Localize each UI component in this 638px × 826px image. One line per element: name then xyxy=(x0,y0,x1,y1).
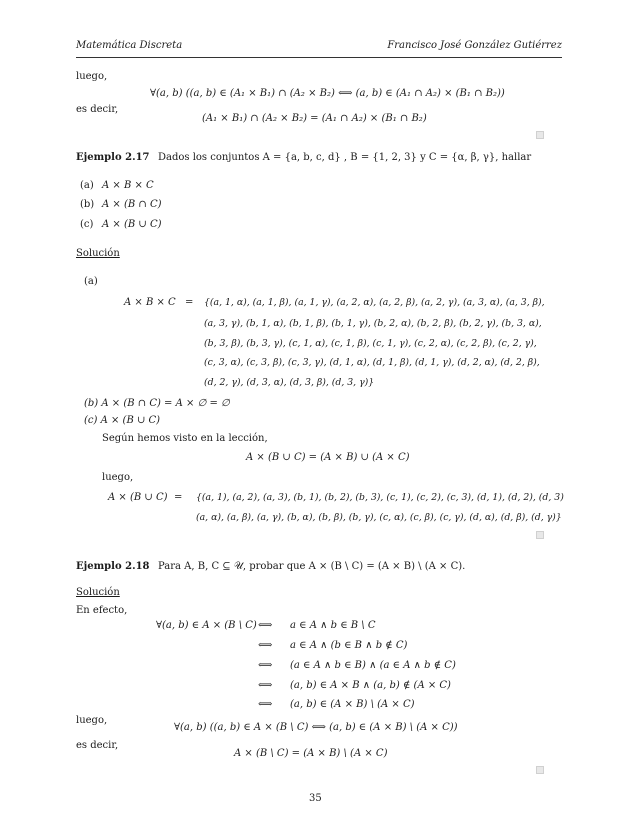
text-luego: luego, xyxy=(76,715,108,726)
qed-symbol xyxy=(536,531,544,539)
solution-heading: Solución xyxy=(76,587,120,598)
item-expr: A × (B ∪ C) xyxy=(102,219,162,230)
part-c-luego: luego, xyxy=(102,472,134,483)
part-b-line: (b) A × (B ∩ C) = A × ∅ = ∅ xyxy=(84,398,230,409)
text-luego: luego, xyxy=(76,71,108,82)
header-rule xyxy=(76,57,562,58)
example-title: Ejemplo 2.18 xyxy=(76,561,150,572)
text-es-decir: es decir, xyxy=(76,740,119,751)
part-a-label: (a) xyxy=(84,276,98,287)
product-line: (b, 3, β), (b, 3, γ), (c, 1, α), (c, 1, β), (c, 1, γ), (c, 2, α), (c, 2, β), (c, 2, γ), xyxy=(204,338,537,349)
text-en-efecto: En efecto, xyxy=(76,605,128,616)
union-line: {(a, 1), (a, 2), (a, 3), (b, 1), (b, 2), (b, 3), (c, 1), (c, 2), (c, 3), (d, 1), (d, 2), (d, 3) xyxy=(196,492,564,503)
union-line: (a, α), (a, β), (a, γ), (b, α), (b, β), (b, γ), (c, α), (c, β), (c, γ), (d, α), (d, β), (d, γ)} xyxy=(196,512,562,523)
header-right: Francisco José González Gutiérrez xyxy=(387,40,562,51)
proof-step: a ∈ A ∧ (b ∈ B ∧ b ∉ C) xyxy=(290,640,408,651)
proof-step: (a ∈ A ∧ b ∈ B) ∧ (a ∈ A ∧ b ∉ C) xyxy=(290,660,456,671)
equation-forall-difference: ∀(a, b) ((a, b) ∈ A × (B \ C) ⟺ (a, b) ∈ (A × B) \ (A × C)) xyxy=(174,722,458,733)
equation-difference-product: A × (B \ C) = (A × B) \ (A × C) xyxy=(234,748,388,759)
example-statement: Para A, B, C ⊆ 𝒰, probar que A × (B \ C) = (A × B) \ (A × C). xyxy=(158,561,466,572)
item-label: (a) xyxy=(80,180,94,191)
part-c-line: (c) A × (B ∪ C) xyxy=(84,415,161,426)
solution-heading: Solución xyxy=(76,248,120,259)
qed-symbol xyxy=(536,766,544,774)
product-line: {(a, 1, α), (a, 1, β), (a, 1, γ), (a, 2, α), (a, 2, β), (a, 2, γ), (a, 3, α), (a, 3, β), xyxy=(204,297,545,308)
equation-forall-intersection: ∀(a, b) ((a, b) ∈ (A₁ × B₁) ∩ (A₂ × B₂) ⟺ (a, b) ∈ (A₁ ∩ A₂) × (B₁ ∩ B₂)) xyxy=(150,88,505,99)
product-line: (d, 2, γ), (d, 3, α), (d, 3, β), (d, 3, γ)} xyxy=(204,377,375,388)
example-title: Ejemplo 2.17 xyxy=(76,152,150,163)
equation-union-distributive: A × (B ∪ C) = (A × B) ∪ (A × C) xyxy=(246,452,410,463)
item-label: (b) xyxy=(80,199,95,210)
product-line: (c, 3, α), (c, 3, β), (c, 3, γ), (d, 1, α), (d, 1, β), (d, 1, γ), (d, 2, α), (d, 2, β), xyxy=(204,357,540,368)
iff-symbol: ⟺ xyxy=(258,680,273,691)
iff-symbol: ⟺ xyxy=(258,699,273,710)
equation-intersection-product: (A₁ × B₁) ∩ (A₂ × B₂) = (A₁ ∩ A₂) × (B₁ ∩ B₂) xyxy=(202,113,427,124)
part-a-lhs: A × B × C xyxy=(124,297,176,308)
text-es-decir: es decir, xyxy=(76,104,119,115)
part-a-equals: = xyxy=(185,297,194,308)
iff-symbol: ⟺ xyxy=(258,640,273,651)
proof-step: (a, b) ∈ (A × B) \ (A × C) xyxy=(290,699,415,710)
part-c-text: Según hemos visto en la lección, xyxy=(102,433,268,444)
product-line: (a, 3, γ), (b, 1, α), (b, 1, β), (b, 1, γ), (b, 2, α), (b, 2, β), (b, 2, γ), (b, 3, α), xyxy=(204,318,542,329)
page-number: 35 xyxy=(309,793,322,804)
proof-lhs: ∀(a, b) ∈ A × (B \ C) xyxy=(156,620,257,631)
iff-symbol: ⟺ xyxy=(258,660,273,671)
proof-step: a ∈ A ∧ b ∈ B \ C xyxy=(290,620,376,631)
part-c-lhs: A × (B ∪ C) xyxy=(108,492,168,503)
item-expr: A × (B ∩ C) xyxy=(102,199,162,210)
example-statement: Dados los conjuntos A = {a, b, c, d} , B = {1, 2, 3} y C = {α, β, γ}, hallar xyxy=(158,152,532,163)
proof-step: (a, b) ∈ A × B ∧ (a, b) ∉ (A × C) xyxy=(290,680,451,691)
header-left: Matemática Discreta xyxy=(76,40,183,51)
part-c-equals: = xyxy=(174,492,183,503)
item-label: (c) xyxy=(80,219,94,230)
item-expr: A × B × C xyxy=(102,180,154,191)
qed-symbol xyxy=(536,131,544,139)
iff-symbol: ⟺ xyxy=(258,620,273,631)
